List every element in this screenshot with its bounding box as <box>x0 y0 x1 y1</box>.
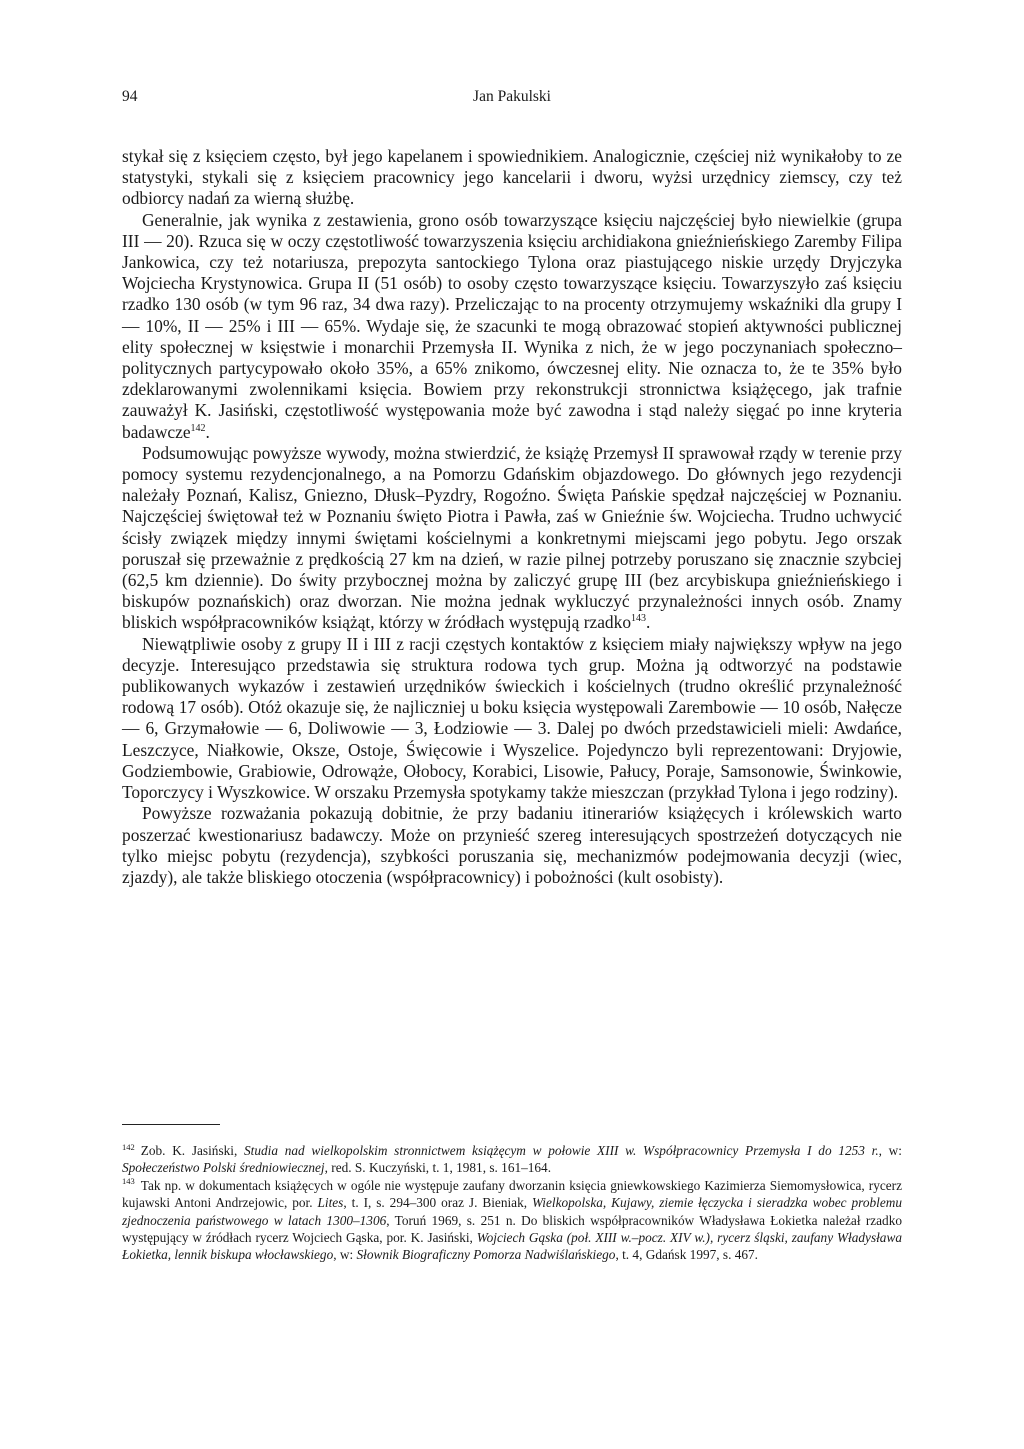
footnote-title: Wielkopolska, Kujawy, ziemie łęczycka i sieradzka wobec problemu zjednoczenia państwowego w latach 1300–1306 <box>122 1195 902 1228</box>
footnote-title: Lites <box>317 1195 344 1211</box>
paragraph-end: . <box>205 421 210 442</box>
page-header <box>122 88 902 112</box>
paragraph-text: Niewątpliwie osoby z grupy II i III z racji częstych kontaktów z księciem miały największy wpływ na jego decyzje. Interesująco przedstawia się struktura rodowa tych grup. Można ją odtworzyć na podstawie publikowanych wykazów i zestawień urzędników świeckich i kościelnych (trudno określić przynależność rodową 17 osób). Otóż okazuje się, że najliczniej u boku księcia występowali Zarembowie — 10 osób, Nałęcze — 6, Grzymałowie — 6, Doliwowie — 3, Łodziowie — 3. Dalej po dwóch przedstawicieli mieli: Awdańce, Leszczyce, Niałkowie, Oksze, Ostoje, Święcowie i Wyszelice. Pojedynczo byli reprezentowani: Dryjowie, Godziembowie, Grabiowie, Odrowąże, Ołobocy, Korabici, Lisowie, Pałucy, Poraje, Samsonowie, Świnkowie, Toporczycy i Wyszkowice. W orszaku Przemysła spotykamy także mieszczan (przykład Tylona i jego rodziny). <box>122 633 902 803</box>
page-number: 94 <box>122 88 138 105</box>
paragraph-text: stykał się z księciem często, był jego kapelanem i spowiednikiem. Analogicznie, częściej niż wynikałoby to ze statystyki, stykali się z księciem pracownicy jego kancelarii i dworu, wyżsi urzędnicy ziemscy, czy też odbiorcy nadań za wierną służbę. <box>122 146 902 209</box>
paragraph-text: Generalnie, jak wynika z zestawienia, grono osób towarzyszące księciu najczęściej było niewielkie (grupa III — 20). Rzuca się w oczy częstotliwość towarzyszenia księciu archidiakona gnieźnieńskiego Zaremby Filipa Jankowica, czy też notariusza, prepozyta santockiego Tylona oraz piastującego niskie urzędy Dryjczyka Wojciecha Krystynowica. Grupa II (51 osób) to osoby często towarzyszące księciu. Towarzyszyło zaś księciu rzadko 130 osób (w tym 96 raz, 34 dwa razy). Przeliczając to na procenty otrzymujemy wskaźniki dla grupy I — 10%, II — 25% i III — 65%. Wydaje się, że szacunki te mogą obrazować stopień aktywności publicznej elity społecznej w księstwie i monarchii Przemysła II. Wynika z nich, że w jego poczynaniach społeczno–politycznych partycypowało około 35%, a 65% znikomo, ówczesnej elity. Nie oznacza to, że te 35% było zdeklarowanymi zwolennikami księcia. Bowiem przy rekonstrukcji stronnictwa książęcego, jak trafnie zauważył K. Jasiński, częstotliwość występowania może być zawodna i stąd należy sięgać po inne kryteria badawcze <box>122 209 902 442</box>
paragraph <box>122 443 902 634</box>
paragraph-text: Powyższe rozważania pokazują dobitnie, że przy badaniu itinerariów książęcych i królewskich warto poszerzać kwestionariusz badawczy. Może on przynieść szereg interesujących spostrzeżeń dotyczących nie tylko miejsc pobytu (rezydencja), szybkości poruszania się, mechanizmów podejmowania decyzji (wiec, zjazdy), ale także bliskiego otoczenia (współpracownicy) i pobożności (kult osobisty). <box>122 803 902 887</box>
footnote-143 <box>122 1177 902 1264</box>
footnote-title: Wojciech Gąska (poł. XIII w.–pocz. XIV w.), rycerz śląski, zaufany Władysława Łokietka, lennik biskupa włocławskiego <box>122 1230 902 1263</box>
paragraph-end: . <box>646 612 651 633</box>
footnote-text: , t. I, s. 294–300 oraz J. Bieniak, <box>343 1195 532 1211</box>
footnote-ref[interactable]: 142 <box>190 422 206 434</box>
footnote-text: , Toruń 1969, s. 251 n. Do bliskich współpracowników Władysława Łokietka należał rzadko występujący w źródłach rycerz Wojciech Gąska, por. K. Jasiński, <box>122 1212 902 1246</box>
paragraph <box>122 210 902 443</box>
footnote-text: Tak np. w dokumentach książęcych w ogóle nie występuje zaufany dworzanin księcia gniewkowskiego Kazimierza Siemomysłowica, rycerz kujawski Antoni Andrzejowic, por. <box>122 1177 902 1211</box>
footnote-title: Słownik Biograficzny Pomorza Nadwiślańskiego <box>356 1247 616 1263</box>
footnotes <box>122 1142 902 1264</box>
running-head: Jan Pakulski <box>473 88 551 105</box>
footnote-mark: 142 <box>122 1141 135 1152</box>
footnote-text: , w: <box>878 1143 902 1158</box>
paragraph-text: Podsumowując powyższe wywody, można stwierdzić, że książę Przemysł II sprawował rządy w terenie przy pomocy systemu rezydencjonalnego, a na Pomorzu Gdańskim objazdowego. Do głównych jego rezydencji należały Poznań, Kalisz, Gniezno, Dłusk–Pyzdry, Rogoźno. Święta Pańskie spędzał najczęściej w Poznaniu. Najczęściej świętował też w Poznaniu święto Piotra i Pawła, zaś w Gnieźnie św. Wojciecha. Trudno uchwycić ścisły związek między innymi świętami kościelnymi a konkretnymi miejscami jego pobytu. Jego orszak poruszał się przeważnie z prędkością 27 km na dzień, w razie pilnej potrzeby poruszano się znacznie szybciej (62,5 km dziennie). Do świty przybocznej można by zaliczyć grupę III (bez arcybiskupa gnieźnieńskiego i biskupów poznańskich) oraz dworzan. Nie można jednak wykluczyć przynależności innych osób. Znamy bliskich współpracowników książąt, którzy w źródłach występują rzadko <box>122 442 902 633</box>
paragraph <box>122 634 902 804</box>
body-text <box>122 146 902 888</box>
footnote-separator <box>122 1124 220 1125</box>
footnote-142 <box>122 1142 902 1177</box>
paragraph <box>122 803 902 888</box>
paragraph <box>122 146 902 210</box>
footnote-title: Społeczeństwo Polski średniowiecznej <box>122 1160 325 1176</box>
footnote-text: , w: <box>333 1247 357 1263</box>
footnote-text: Zob. K. Jasiński, <box>140 1143 244 1158</box>
footnote-text: , t. 4, Gdańsk 1997, s. 467. <box>615 1247 759 1263</box>
footnote-mark: 143 <box>122 1176 135 1187</box>
footnote-text: , red. S. Kuczyński, t. 1, 1981, s. 161–164. <box>324 1160 552 1176</box>
footnote-ref[interactable]: 143 <box>631 613 647 625</box>
footnote-title: Studia nad wielkopolskim stronnictwem książęcym w połowie XIII w. Współpracownicy Przemysła I do 1253 r. <box>244 1143 879 1158</box>
